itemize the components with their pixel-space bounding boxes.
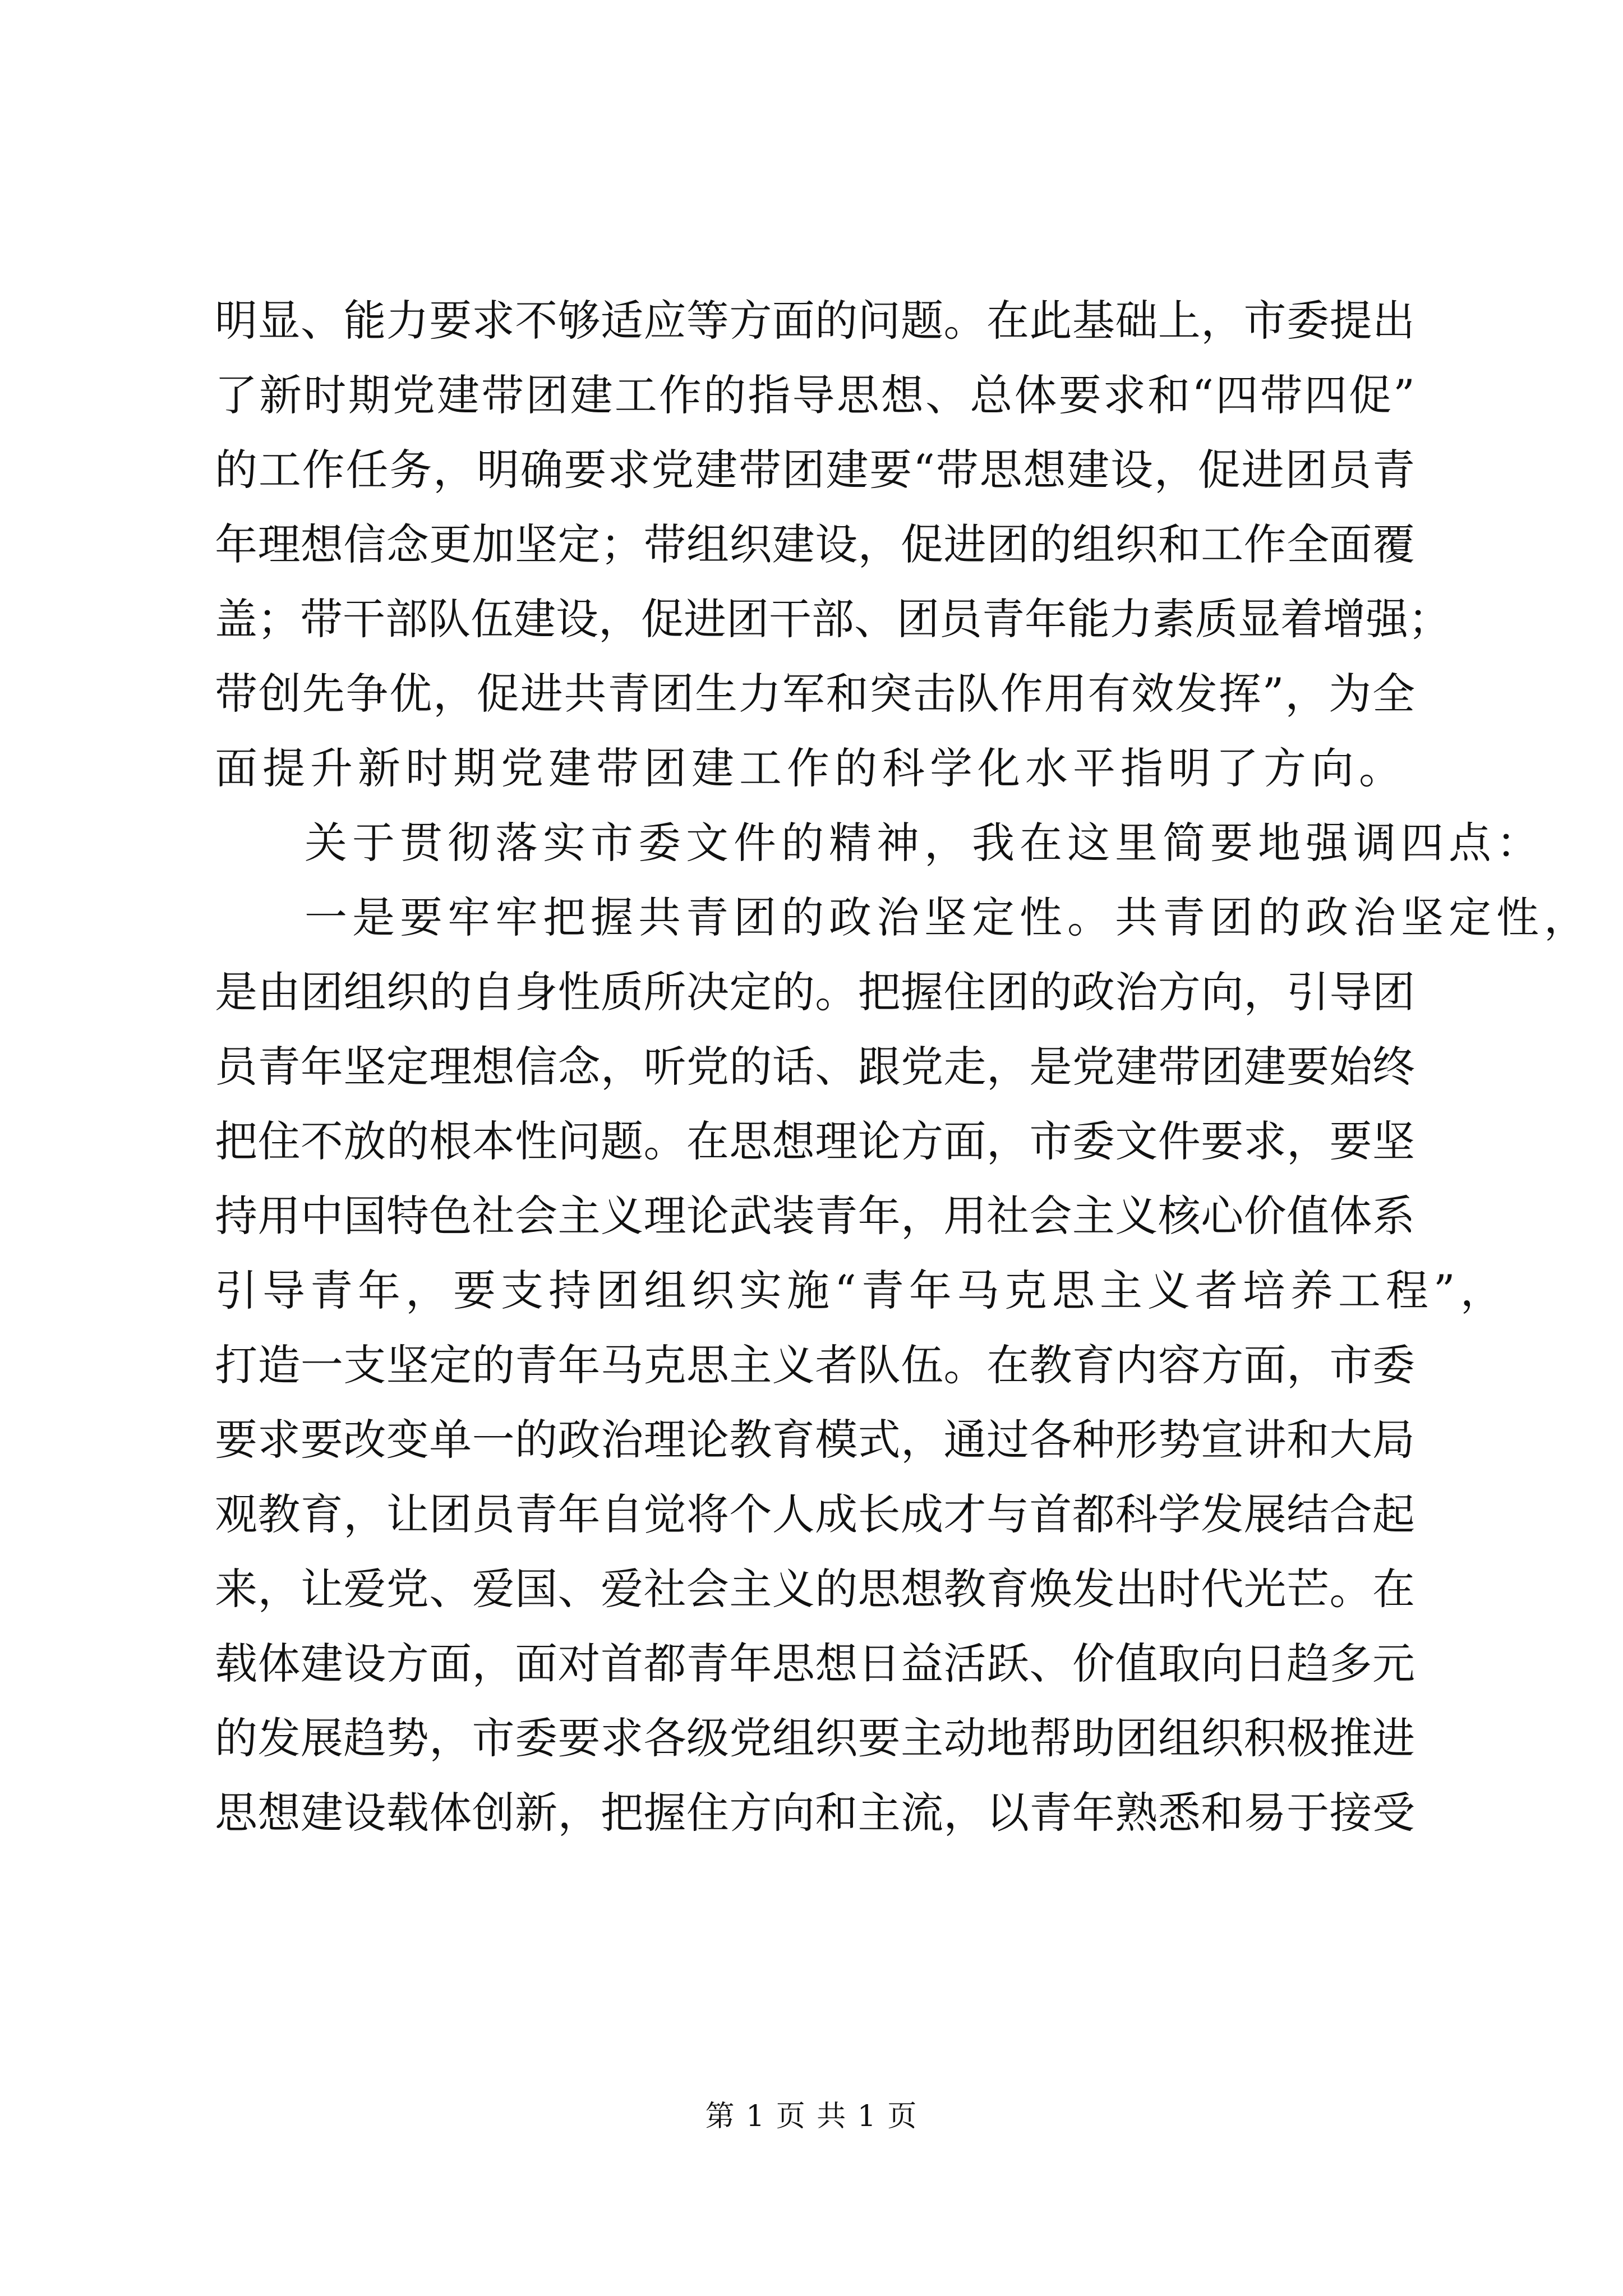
text-line: 面提升新时期党建带团建工作的科学化水平指明了方向。 [215,743,1407,793]
text-line: 的发展趋势，市委要求各级党组织要主动地帮助团组织积极推进 [215,1713,1415,1763]
text-line: 观教育，让团员青年自觉将个人成长成才与首都科学发展结合起 [215,1489,1415,1539]
text-line: 思想建设载体创新，把握住方向和主流，以青年熟悉和易于接受 [215,1788,1415,1838]
text-line: 持用中国特色社会主义理论武装青年，用社会主义核心价值体系 [215,1191,1415,1241]
page-footer: 第 1 页 共 1 页 [705,2100,918,2133]
text-line: 打造一支坚定的青年马克思主义者队伍。在教育内容方面，市委 [215,1340,1415,1390]
text-line: 的工作任务，明确要求党建带团建要“带思想建设，促进团员青 [215,445,1415,495]
body-text [215,283,1592,1850]
text-line: 关于贯彻落实市委文件的精神，我在这里简要地强调四点： [305,818,1544,868]
text-line: 明显、能力要求不够适应等方面的问题。在此基础上，市委提出 [215,296,1415,346]
text-line: 年理想信念更加坚定；带组织建设，促进团的组织和工作全面覆 [215,519,1415,569]
text-line: 来，让爱党、爱国、爱社会主义的思想教育焕发出时代光芒。在 [215,1564,1415,1614]
text-line: 带创先争优，促进共青团生力军和突击队作用有效发挥”，为全 [215,669,1415,719]
text-line: 盖；带干部队伍建设，促进团干部、团员青年能力素质显着增强； [215,594,1451,644]
text-line: 一是要牢牢把握共青团的政治坚定性。共青团的政治坚定性， [305,892,1592,942]
text-line: 了新时期党建带团建工作的指导思想、总体要求和“四带四促” [215,370,1415,420]
text-line: 是由团组织的自身性质所决定的。把握住团的政治方向，引导团 [215,967,1415,1017]
text-line: 员青年坚定理想信念，听党的话、跟党走，是党建带团建要始终 [215,1042,1415,1092]
text-line: 载体建设方面，面对首都青年思想日益活跃、价值取向日趋多元 [215,1639,1415,1688]
text-line: 把住不放的根本性问题。在思想理论方面，市委文件要求，要坚 [215,1116,1415,1166]
text-line: 引导青年，要支持团组织实施“青年马克思主义者培养工程”， [215,1266,1508,1315]
text-line: 要求要改变单一的政治理论教育模式，通过各种形势宣讲和大局 [215,1415,1415,1465]
